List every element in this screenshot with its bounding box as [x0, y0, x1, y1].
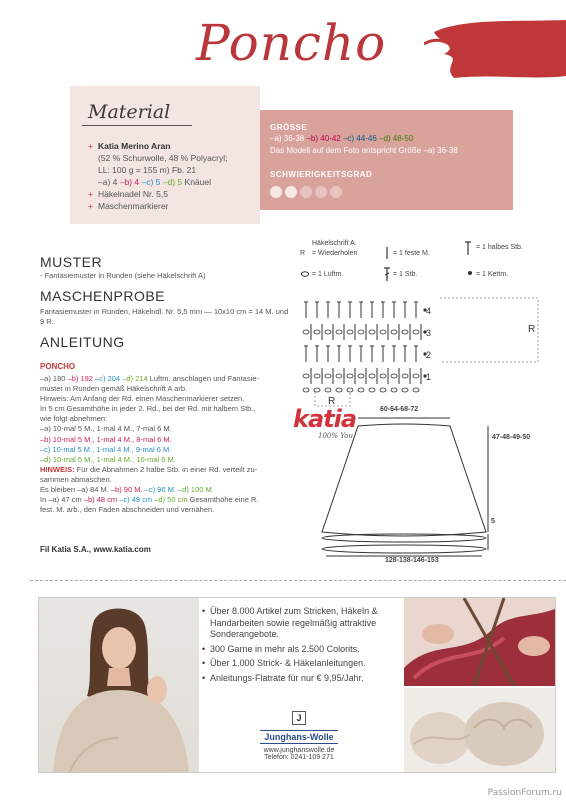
- difficulty-rating: [270, 186, 342, 198]
- model-photo: [39, 598, 199, 773]
- chain-mark: [358, 388, 364, 392]
- chain-mark: [325, 374, 331, 378]
- size-note: Das Modell auf dem Foto entspricht Größe –a) 36-38: [270, 146, 458, 155]
- anleitung-heading: ANLEITUNG: [40, 334, 125, 350]
- material-item-hook: + Häkelnadel Nr. 5,5: [88, 188, 268, 200]
- publisher-footer: Fil Katia S.A., www.katia.com: [40, 545, 151, 554]
- chain-mark: [391, 374, 397, 378]
- junghans-url[interactable]: www.junghanswolle.de: [263, 747, 335, 754]
- half-double-crochet-icon: [463, 240, 473, 256]
- legend-sl: = 1 Kettm.: [476, 271, 509, 278]
- chain-mark: [347, 330, 353, 334]
- legend-hdc: = 1 halbes Stb.: [476, 244, 523, 251]
- material-item-marker: + Maschenmarkierer: [88, 200, 268, 212]
- legend-dc: = 1 Stb.: [393, 271, 418, 278]
- brush-stroke-decoration: [424, 14, 566, 84]
- knitting-photo: [404, 598, 556, 686]
- material-yarn-qty: –a) 4 –b) 4 –c) 5 –d) 5 Knäuel: [98, 177, 211, 187]
- katia-logo: katia: [293, 405, 357, 433]
- section-divider: [30, 580, 566, 581]
- row-label: 2: [426, 350, 432, 360]
- border-label: 5: [491, 518, 495, 525]
- chain-mark: [303, 330, 309, 334]
- chain-mark: [314, 374, 320, 378]
- maschenprobe-heading: MASCHENPROBE: [40, 288, 166, 304]
- watermark: PassionForum.ru: [487, 788, 562, 798]
- chain-mark: [336, 330, 342, 334]
- chain-mark: [413, 388, 419, 392]
- chain-mark: [413, 330, 419, 334]
- difficulty-heading: SCHWIERIGKEITSGRAD: [270, 170, 373, 179]
- chain-mark: [380, 388, 386, 392]
- difficulty-dot-filled: [270, 186, 282, 198]
- slip-stitch-icon: [465, 268, 475, 278]
- poncho-heading: PONCHO: [40, 362, 76, 371]
- chain-mark: [369, 330, 375, 334]
- crochet-chart: [300, 292, 560, 407]
- chain-mark: [402, 374, 408, 378]
- chain-mark: [303, 388, 309, 392]
- maschenprobe-text: Fantasiemuster in Runden, Häkelndl. Nr. 5,5 mm — 10x10 cm = 14 M. und 9 R.: [40, 307, 289, 326]
- legend-sc: = 1 feste M.: [393, 250, 430, 257]
- difficulty-dot-empty: [300, 186, 312, 198]
- repeat-label: R: [528, 324, 536, 335]
- chain-mark: [369, 388, 375, 392]
- ad-benefit: • 300 Garne in mehr als 2.500 Colorits.: [202, 644, 402, 656]
- ad-benefits-list: [202, 606, 402, 687]
- junghans-mark: J: [292, 711, 306, 725]
- ad-benefit: • Über 1.000 Strick- & Häkelanleitungen.: [202, 658, 402, 670]
- chain-mark: [336, 388, 342, 392]
- legend-repeat-label: = Wiederholen: [312, 250, 358, 257]
- chain-mark: [380, 330, 386, 334]
- legend-repeat-symbol: R: [300, 250, 306, 257]
- katia-tagline: 100% You: [318, 432, 353, 440]
- top-width-label: 60-64-68-72: [380, 406, 419, 413]
- difficulty-dot-filled: [285, 186, 297, 198]
- junghans-logo[interactable]: [244, 711, 354, 761]
- repeat-bracket: [440, 298, 538, 362]
- material-yarn-line: LL: 100 g = 155 m) Fb. 21: [98, 165, 197, 175]
- row-label: 1: [426, 372, 432, 382]
- chain-mark: [402, 330, 408, 334]
- difficulty-dot-empty: [315, 186, 327, 198]
- height-label: 47-48-49-50: [492, 434, 531, 441]
- muster-text: - Fantasiemuster in Runden (siehe Häkelschrift A): [40, 271, 206, 280]
- chain-mark: [413, 374, 419, 378]
- material-divider: [82, 125, 192, 126]
- junghans-brand: Junghans-Wolle: [260, 730, 337, 744]
- ad-benefit: • Über 8.000 Artikel zum Stricken, Häkeln & Handarbeiten sowie regelmäßig attraktive Sonderangebote.: [202, 606, 402, 641]
- advertisement[interactable]: [38, 597, 556, 773]
- double-crochet-icon: [382, 266, 392, 282]
- chain-mark: [369, 374, 375, 378]
- difficulty-dot-empty: [330, 186, 342, 198]
- legend-ch: = 1 Luftm.: [312, 271, 344, 278]
- material-yarn-line: (52 % Schurwolle, 48 % Polyacryl;: [98, 153, 228, 163]
- chain-mark: [303, 374, 309, 378]
- chain-mark: [358, 330, 364, 334]
- material-heading: Material: [88, 101, 171, 123]
- ad-benefit: • Anleitungs-Flatrate für nur € 9,95/Jahr.: [202, 673, 402, 685]
- instructions-text: –a) 180 –b) 192 –c) 204 –d) 214 Luftm. anschlagen und Fantasie- muster in Runden gemäß Häkelschrift A arb. Hinweis: Am Anfang der Rd. einen Maschenmarkierer setzen. In 5 cm Gesamthöhe in jeder 2. Rd., bei der Rd. mit halbem Stb., wie folgt abnehmen: –a) 10-mal 5 M., 1-mal 4 M., 7-mal 6 M. –b) 10-mal 5 M., 1-mal 4 M., 8-mal 6 M. –c) 10-mal 5 M., 1-mal 4 M., 9-mal 6 M. –d) 10-mal 5 M., 1-mal 4 M., 10-mal 6 M. HINWEIS: Für die Abnahmen 2 halbe Stb. in einer Rd. verteilt zu- sammen abmaschen. Es bleiben –a) 84 M. –b) 90 M. –c) 96 M. –d) 100 M. In –a) 47 cm –b) 48 cm –c) 49 cm –d) 50 cm Gesamthöhe eine R. fest. M. arb., den Faden abschneiden und vernähen.: [40, 374, 259, 515]
- material-list: [88, 140, 268, 212]
- size-list: –a) 36-38 –b) 40-42 –c) 44-46 –d) 48-50: [270, 134, 414, 143]
- chain-mark: [325, 330, 331, 334]
- chain-mark: [347, 388, 353, 392]
- chain-mark: [391, 388, 397, 392]
- chain-mark: [314, 330, 320, 334]
- chain-mark: [325, 388, 331, 392]
- muster-heading: MUSTER: [40, 254, 103, 270]
- repeat-label: R: [328, 396, 336, 407]
- page-title: Poncho: [196, 14, 387, 72]
- chain-mark: [380, 374, 386, 378]
- chain-mark: [314, 388, 320, 392]
- size-heading: GRÖSSE: [270, 123, 308, 132]
- row-label: 3: [426, 328, 432, 338]
- chain-mark: [391, 330, 397, 334]
- material-item-yarn: + Katia Merino Aran: [88, 140, 268, 152]
- junghans-phone: Telefon: 0241-109 271: [264, 754, 334, 761]
- chain-icon: [300, 268, 310, 280]
- chain-mark: [358, 374, 364, 378]
- bottom-width-label: 128-138-146-153: [385, 557, 439, 564]
- chain-mark: [402, 388, 408, 392]
- chain-mark: [336, 374, 342, 378]
- chain-mark: [347, 374, 353, 378]
- legend-title: Häkelschrift A: [312, 240, 355, 247]
- row-label: 4: [426, 306, 432, 316]
- single-crochet-icon: [382, 246, 392, 260]
- yarn-photo: [404, 688, 556, 773]
